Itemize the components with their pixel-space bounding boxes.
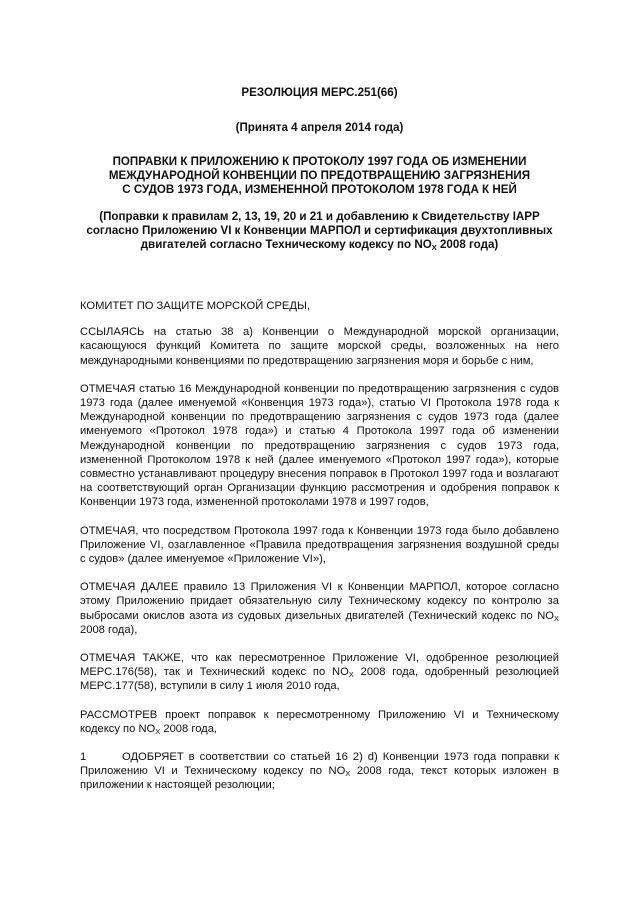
nox-subscript: X xyxy=(431,243,437,252)
committee-line: КОМИТЕТ ПО ЗАЩИТЕ МОРСКОЙ СРЕДЫ, xyxy=(80,300,310,312)
note-line: 2008 года) xyxy=(436,238,499,251)
operative-paragraph-1 xyxy=(80,750,559,793)
amendments-note xyxy=(80,210,559,252)
nox-subscript: X xyxy=(348,670,354,680)
note-line: двигателей согласно Техническому кодексу по NO xyxy=(140,238,432,251)
note-line: согласно Приложению VI к Конвенции МАРПОЛ и сертификация двухтопливных xyxy=(86,224,553,237)
resolution-title xyxy=(80,155,559,197)
document-page xyxy=(80,86,559,807)
nox-subscript: X xyxy=(553,613,559,623)
resolution-header xyxy=(80,86,559,252)
resolution-number: РЕЗОЛЮЦИЯ МЕРС.251(66) xyxy=(241,86,398,99)
paragraph-text: 2008 года, одобренный резолюцией МЕРС.177(58), вступили в силу 1 июля 2010 года, xyxy=(80,666,560,693)
note-line: (Поправки к правилам 2, 13, 19, 20 и 21 и добавлению к Свидетельству IAPP xyxy=(99,210,540,223)
adoption-date: (Принята 4 апреля 2014 года) xyxy=(235,121,404,134)
paragraph-text: 2008 года), xyxy=(80,623,138,636)
paragraph-text: ОДОБРЯЕТ в соответствии со статьей 16 2) d) Конвенции 1973 года поправки к Приложению VI и Техническому кодексу по NO xyxy=(80,751,559,778)
title-line: С СУДОВ 1973 ГОДА, ИЗМЕНЕННОЙ ПРОТОКОЛОМ 1978 ГОДА К НЕЙ xyxy=(122,183,517,196)
title-line: ПОПРАВКИ К ПРИЛОЖЕНИЮ К ПРОТОКОЛУ 1997 ГОДА ОБ ИЗМЕНЕНИИ xyxy=(112,155,527,168)
title-line: МЕЖДУНАРОДНОЙ КОНВЕНЦИИ ПО ПРЕДОТВРАЩЕНИЮ ЗАГРЯЗНЕНИЯ xyxy=(108,169,531,182)
paragraph-noting-further xyxy=(80,580,559,637)
paragraph-text: 2008 года, текст которых изложен в приложении к настоящей резолюции; xyxy=(80,765,559,792)
paragraph-text: ОТМЕЧАЯ ДАЛЕЕ правило 13 Приложения VI к Конвенции МАРПОЛ, которое согласно этому Приложению придает обязательную силу Техническому кодексу по контролю за выбросами окислов азота из судовых дизельных двигателей (Технический кодекс по NO xyxy=(80,581,559,622)
paragraph-considering xyxy=(80,708,559,736)
nox-subscript: X xyxy=(345,769,351,779)
paragraph-noting-annex: ОТМЕЧАЯ, что посредством Протокола 1997 года к Конвенции 1973 года было добавлено Приложение VI, озаглавленное «Правила предотвращения загрязнения воздушной среды с судов» (далее именуемое «Приложение VI»), xyxy=(80,524,559,566)
paragraph-text: РАССМОТРЕВ проект поправок к пересмотренному Приложению VI и Техническому кодексу по NO xyxy=(80,708,559,735)
paragraph-referring: ССЫЛАЯСЬ на статью 38 а) Конвенции о Международной морской организации, касающуюся функций Комитета по защите морской среды, возложенных на него международными конвенциями по предотвращению загрязнения моря и борьбе с ним, xyxy=(80,326,559,367)
paragraph-noting-article: ОТМЕЧАЯ статью 16 Международной конвенции по предотвращению загрязнения с судов 1973 года (далее именуемой «Конвенция 1973 года»), статью VI Протокола 1978 года к Международной конвенции по предотвращению загрязнения с судов 1973 года (далее именуемого «Протокол 1978 года») и статью 4 Протокола 1997 года об изменении Международной конвенции по предотвращению загрязнения с судов 1973 года, измененной Протоколом 1978 к ней (далее именуемого «Протокол 1997 года»), которые совместно устанавливают процедуру внесения поправок в Протокол 1997 года и возлагают на соответствующий орган Организации функцию рассмотрения и одобрения поправок к Конвенции 1973 года, измененной протоколами 1978 и 1997 годов, xyxy=(80,382,559,509)
resolution-body xyxy=(80,299,559,793)
paragraph-text: ОТМЕЧАЯ ТАКЖЕ, что как пересмотренное Приложение VI, одобренное резолюцией МЕРС.176(58), так и Технический кодекс по NO xyxy=(80,652,559,679)
nox-subscript: X xyxy=(155,726,161,736)
paragraph-noting-also xyxy=(80,651,559,694)
paragraph-number: 1 xyxy=(80,751,87,764)
paragraph-text: 2008 года, xyxy=(160,722,218,735)
